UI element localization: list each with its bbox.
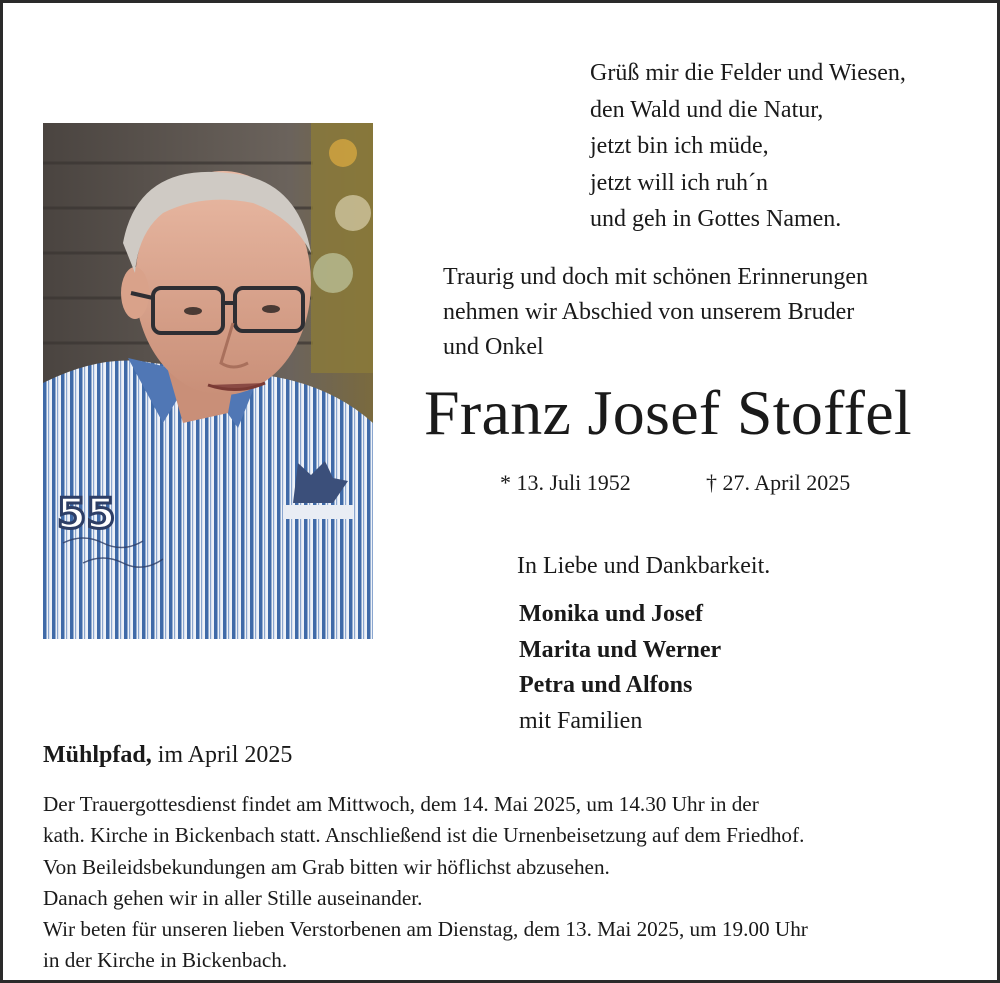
- intro-line: Traurig und doch mit schönen Erinnerungen: [443, 264, 869, 290]
- deceased-name: Franz Josef Stoffel: [424, 377, 912, 448]
- thanks-line: In Liebe und Dankbarkeit.: [517, 553, 771, 579]
- death-date: † 27. April 2025: [706, 470, 851, 495]
- poem-line: Grüß mir die Felder und Wiesen,: [590, 60, 906, 86]
- intro-line: nehmen wir Abschied von unserem Bruder: [443, 299, 855, 325]
- notice-date: im April 2025: [157, 742, 293, 768]
- place-location: Mühlpfad,: [43, 742, 152, 768]
- service-line: Danach gehen wir in aller Stille auseinander.: [43, 885, 423, 910]
- poem-line: und geh in Gottes Namen.: [590, 206, 842, 232]
- intro-text: [443, 260, 868, 365]
- poem-line: jetzt will ich ruh´n: [590, 169, 768, 196]
- intro-line: und Onkel: [443, 334, 544, 360]
- service-line: Von Beileidsbekundungen am Grab bitten wir höflichst abzusehen.: [43, 854, 610, 879]
- mourners-list: [519, 597, 721, 739]
- service-line: Wir beten für unseren lieben Verstorbenen am Dienstag, dem 13. Mai 2025, um 19.00 Uhr: [43, 917, 808, 942]
- mourner-name: Monika und Josef: [519, 601, 704, 627]
- service-line: Der Trauergottesdienst findet am Mittwoch, dem 14. Mai 2025, um 14.30 Uhr in der: [43, 792, 759, 816]
- portrait-photo: [43, 123, 373, 639]
- mourner-name: Petra und Alfons: [519, 672, 693, 698]
- mourners-suffix: mit Familien: [519, 707, 643, 734]
- birth-date: * 13. Juli 1952: [500, 470, 631, 495]
- service-line: in der Kirche in Bickenbach.: [43, 948, 288, 973]
- service-info: [43, 789, 808, 977]
- poem-verse: [590, 55, 906, 238]
- poem-line: jetzt bin ich müde,: [590, 133, 769, 159]
- shirt-number: 55: [57, 489, 116, 538]
- service-line: kath. Kirche in Bickenbach statt. Anschließend ist die Urnenbeisetzung auf dem Friedhof.: [43, 823, 805, 848]
- poem-line: den Wald und die Natur,: [590, 96, 824, 123]
- mourner-name: Marita und Werner: [519, 636, 722, 663]
- place-date: [43, 739, 292, 771]
